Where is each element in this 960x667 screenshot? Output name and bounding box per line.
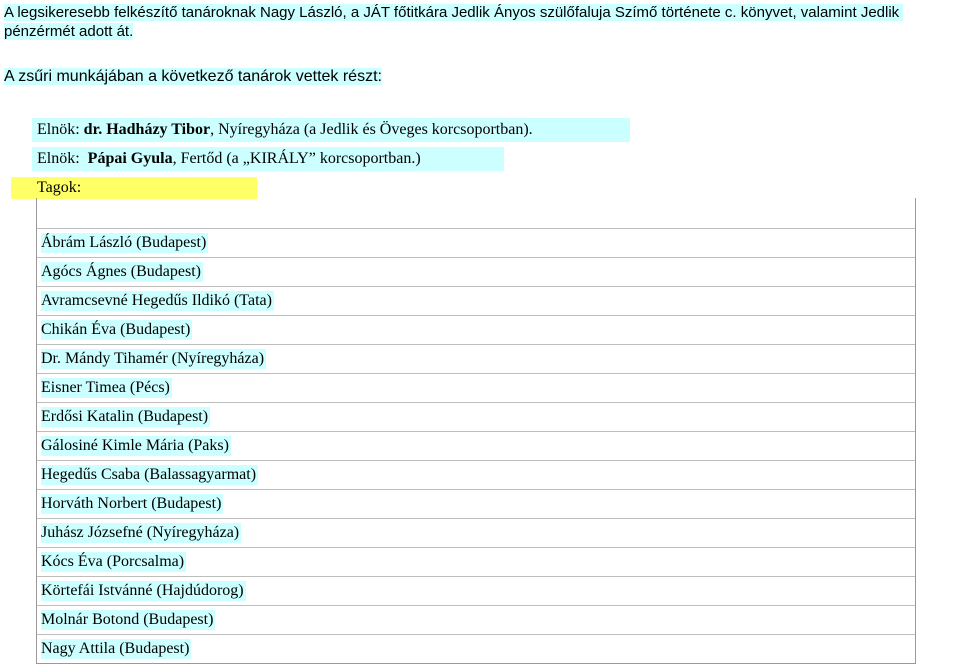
- member-name: Avramcsevné Hegedűs Ildikó (Tata): [41, 292, 272, 309]
- table-row: [37, 547, 915, 576]
- chair2-name: Pápai Gyula: [87, 150, 173, 167]
- members-label: Tagok:: [37, 179, 82, 196]
- intro-text: A legsikeresebb felkészítő tanároknak Nagy László, a JÁT főtitkára Jedlik Ányos szülőfaluja Szímő története c. könyvet, valamint Jedlik pénzérmét adott át.: [4, 4, 904, 40]
- table-row: [37, 344, 915, 373]
- table-row: [37, 257, 915, 286]
- chair2-line: [37, 148, 421, 170]
- table-row: [37, 634, 915, 663]
- chair1-label: Elnök:: [37, 121, 80, 138]
- chair2-label: Elnök:: [37, 150, 80, 167]
- chair1-name: dr. Hadházy Tibor: [83, 121, 211, 138]
- member-name: Dr. Mándy Tihamér (Nyíregyháza): [41, 350, 265, 367]
- member-name: Juhász Józsefné (Nyíregyháza): [41, 524, 240, 541]
- member-name: Molnár Botond (Budapest): [41, 611, 214, 628]
- chair1-line: [37, 119, 533, 141]
- member-name: Hegedűs Csaba (Balassagyarmat): [41, 466, 257, 483]
- table-row: [37, 402, 915, 431]
- members-table-empty-row: [37, 198, 915, 228]
- members-table: [36, 198, 916, 664]
- member-name: Agócs Ágnes (Budapest): [41, 263, 201, 280]
- member-name: Eisner Timea (Pécs): [41, 379, 170, 396]
- table-row: [37, 460, 915, 489]
- table-row: [37, 373, 915, 402]
- table-row: [37, 518, 915, 547]
- table-row: [37, 228, 915, 257]
- intro-paragraph: [4, 3, 958, 41]
- member-name: Körtefái Istvánné (Hajdúdorog): [41, 582, 244, 599]
- table-row: [37, 576, 915, 605]
- member-name: Nagy Attila (Budapest): [41, 640, 190, 657]
- table-row: [37, 286, 915, 315]
- table-row: [37, 315, 915, 344]
- member-name: Chikán Éva (Budapest): [41, 321, 191, 338]
- member-name: Kócs Éva (Porcsalma): [41, 553, 185, 570]
- jury-intro-text: A zsűri munkájában a következő tanárok vettek részt:: [4, 68, 382, 85]
- member-name: Ábrám László (Budapest): [41, 234, 207, 251]
- member-name: Gálosiné Kimle Mária (Paks): [41, 437, 229, 454]
- jury-intro: [4, 67, 382, 87]
- member-name: Horváth Norbert (Budapest): [41, 495, 222, 512]
- chair1-rest: , Nyíregyháza (a Jedlik és Öveges korcsoportban).: [210, 121, 533, 138]
- table-row: [37, 605, 915, 634]
- member-name: Erdősi Katalin (Budapest): [41, 408, 209, 425]
- table-row: [37, 489, 915, 518]
- chair2-rest: , Fertőd (a „KIRÁLY” korcsoportban.): [172, 150, 421, 167]
- table-row: [37, 431, 915, 460]
